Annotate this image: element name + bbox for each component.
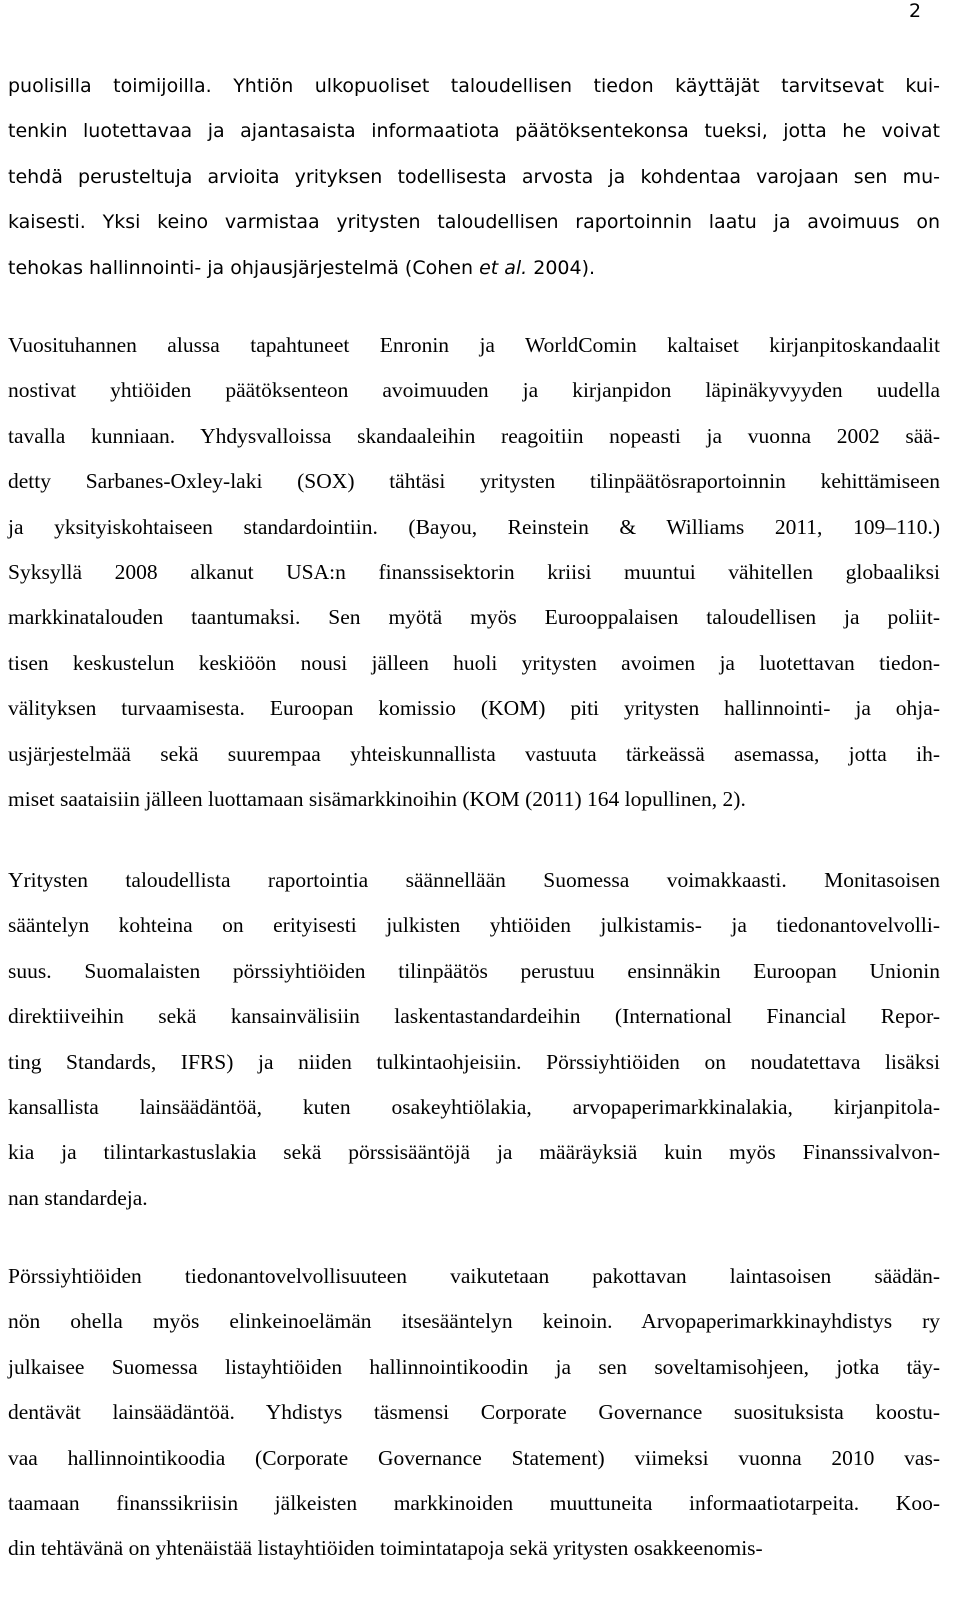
paragraph [8, 1254, 940, 1572]
text-line: Syksyllä 2008 alkanut USA:n finanssisektorin kriisi muuntui vähitellen globaaliksi [8, 560, 940, 585]
paragraph [8, 858, 940, 1221]
text-line: tisen keskustelun keskiöön nousi jälleen huoli yritysten avoimen ja luotettavan tiedon- [8, 650, 940, 675]
text-line: nostivat yhtiöiden päätöksenteon avoimuuden ja kirjanpidon läpinäkyvyyden uudella [8, 378, 940, 403]
text-line: sääntelyn kohteina on erityisesti julkisten yhtiöiden julkistamis- ja tiedonantovelvolli- [8, 913, 940, 938]
text-line: kia ja tilintarkastuslakia sekä pörssisääntöjä ja määräyksiä kuin myös Finanssivalvon- [8, 1140, 940, 1165]
paragraph [8, 323, 940, 822]
text-line: markkinatalouden taantumaksi. Sen myötä myös Eurooppalaisen taloudellisen ja poliit- [8, 605, 940, 630]
text-line: välityksen turvaamisesta. Euroopan komissio (KOM) piti yritysten hallinnointi- ja ohja- [8, 696, 940, 721]
text-line: nön ohella myös elinkeinoelämän itsesääntelyn keinoin. Arvopaperimarkkinayhdistys ry [8, 1309, 940, 1334]
text-line: nan standardeja. [8, 1185, 148, 1210]
text-line: taamaan finanssikriisin jälkeisten markkinoiden muuttuneita informaatiotarpeita. Koo- [8, 1491, 940, 1516]
text-line: Yritysten taloudellista raportointia säännellään Suomessa voimakkaasti. Monitasoisen [8, 868, 940, 892]
text-line: tehdä perusteltuja arvioita yrityksen todellisesta arvosta ja kohdentaa varojaan sen mu- [8, 165, 940, 188]
text-line: din tehtävänä on yhtenäistää listayhtiöiden toimintatapoja sekä yritysten osakkeenomis- [8, 1536, 763, 1561]
text-line: tenkin luotettavaa ja ajantasaista informaatiota päätöksentekonsa tueksi, jotta he voivat [8, 120, 940, 143]
text-line: julkaisee Suomessa listayhtiöiden hallinnointikoodin ja sen soveltamisohjeen, jotka täy- [8, 1354, 940, 1379]
text-line: tavalla kunniaan. Yhdysvalloissa skandaaleihin reagoitiin nopeasti ja vuonna 2002 sää- [8, 423, 940, 448]
text-line: ting Standards, IFRS) ja niiden tulkintaohjeisiin. Pörssiyhtiöiden on noudatettava lisäksi [8, 1049, 940, 1074]
text-line: detty Sarbanes-Oxley-laki (SOX) tähtäsi yritysten tilinpäätösraportoinnin kehittämiseen [8, 469, 940, 494]
text-line: vaa hallinnointikoodia (Corporate Governance Statement) viimeksi vuonna 2010 vas- [8, 1445, 940, 1470]
text-line: tehokas hallinnointi- ja ohjausjärjestelmä (Cohen et al. 2004). [8, 256, 596, 279]
text-line: ja yksityiskohtaiseen standardointiin. (Bayou, Reinstein & Williams 2011, 109–110.) [8, 514, 940, 539]
text-line: kansallista lainsäädäntöä, kuten osakeyhtiölakia, arvopaperimarkkinalakia, kirjanpitola- [8, 1095, 940, 1120]
text-line: Vuosituhannen alussa tapahtuneet Enronin ja WorldComin kaltaiset kirjanpitoskandaalit [8, 333, 940, 357]
text-line: suus. Suomalaisten pörssiyhtiöiden tilinpäätös perustuu ensinnäkin Euroopan Unionin [8, 958, 940, 983]
text-line: usjärjestelmää sekä suurempaa yhteiskunnallista vastuuta tärkeässä asemassa, jotta ih- [8, 741, 940, 766]
text-line: miset saataisiin jälleen luottamaan sisämarkkinoihin (KOM (2011) 164 lopullinen, 2). [8, 787, 746, 812]
text-line: kaisesti. Yksi keino varmistaa yritysten taloudellisen raportoinnin laatu ja avoimuus on [8, 211, 940, 234]
text-line: direktiiveihin sekä kansainvälisiin laskentastandardeihin (International Financial Repor- [8, 1004, 940, 1029]
text-line: dentävät lainsäädäntöä. Yhdistys täsmensi Corporate Governance suosituksista koostu- [8, 1400, 940, 1425]
text-line: puolisilla toimijoilla. Yhtiön ulkopuoliset taloudellisen tiedon käyttäjät tarvitsevat kui- [8, 75, 940, 97]
text-line: Pörssiyhtiöiden tiedonantovelvollisuuteen vaikutetaan pakottavan laintasoisen säädän- [8, 1264, 940, 1288]
paragraph [8, 64, 940, 291]
page-number: 2 [908, 0, 922, 22]
